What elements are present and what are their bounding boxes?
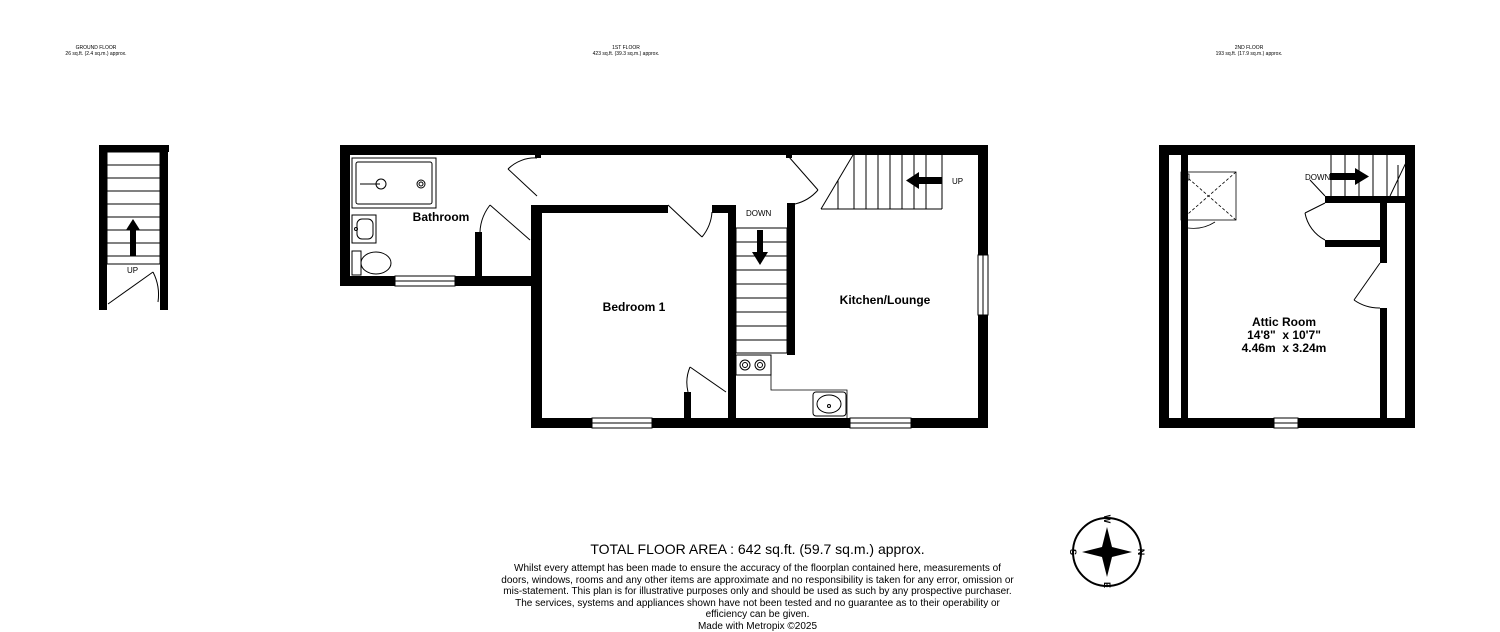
ground-floor-area: 26 sq.ft. (2.4 sq.m.) approx. <box>65 51 127 57</box>
first-floor-plan <box>340 145 988 428</box>
disclaimer-text: Whilst every attempt has been made to ensure the accuracy of the floorplan contained here, measurements of doors, windows, rooms and any other items are approximate and no responsibility is taken for any error, omission or mis-statement. This plan is for illustrative purposes only and should be used as such by any prospective purchaser. The services, systems and appliances shown have not been tested and no guarantee as to their operability or efficiency can be given. <box>501 563 1014 620</box>
attic-room-metric: 4.46m x 3.24m <box>1241 341 1327 355</box>
kitchen-hob <box>736 355 771 375</box>
kitchen-sink <box>813 392 846 416</box>
total-floor-area: TOTAL FLOOR AREA : 642 sq.ft. (59.7 sq.m.) approx. <box>590 541 925 557</box>
ground-up-arrow <box>126 219 140 256</box>
compass-left-letter: S <box>1068 548 1078 556</box>
ground-floor-name: GROUND FLOOR <box>75 45 117 51</box>
second-floor-walls <box>1159 145 1415 428</box>
first-floor-area: 423 sq.ft. (39.3 sq.m.) approx. <box>592 51 660 57</box>
disclaimer <box>500 563 1015 632</box>
second-floor-down-label: DOWN <box>1305 173 1331 182</box>
second-floor-name: 2ND FLOOR <box>1234 45 1264 51</box>
first-floor-doors <box>480 157 818 392</box>
attic-window <box>1274 418 1298 428</box>
compass-icon <box>1068 515 1146 588</box>
ground-up-label: UP <box>127 266 139 275</box>
second-floor-area: 193 sq.ft. (17.9 sq.m.) approx. <box>1215 51 1283 57</box>
compass-top-letter: W <box>1102 514 1112 524</box>
second-floor-down-arrow <box>1330 168 1369 185</box>
skylight <box>1181 172 1236 228</box>
first-floor-name: 1ST FLOOR <box>612 45 640 51</box>
second-floor-plan <box>1159 145 1415 428</box>
ground-floor-plan <box>99 145 169 310</box>
attic-room-imperial: 14'8" x 10'7" <box>1247 328 1321 342</box>
first-floor-down-label: DOWN <box>746 209 772 218</box>
bathroom-basin <box>352 215 376 243</box>
compass-right-letter: N <box>1136 548 1146 556</box>
first-floor-up-label: UP <box>952 177 964 186</box>
first-floor-up-arrow <box>906 172 942 189</box>
compass-bottom-letter: E <box>1102 581 1112 589</box>
shower-tray <box>352 158 436 208</box>
made-with-metropix: Made with Metropix ©2025 <box>697 620 818 632</box>
bedroom-1-label: Bedroom 1 <box>602 300 666 314</box>
bathroom-label: Bathroom <box>412 210 470 224</box>
kitchen-lounge-label: Kitchen/Lounge <box>839 293 931 307</box>
attic-room-label: Attic Room <box>1252 315 1316 329</box>
first-floor-down-arrow <box>752 230 768 265</box>
bathroom-toilet <box>352 251 391 275</box>
ground-floor-door <box>108 272 159 304</box>
